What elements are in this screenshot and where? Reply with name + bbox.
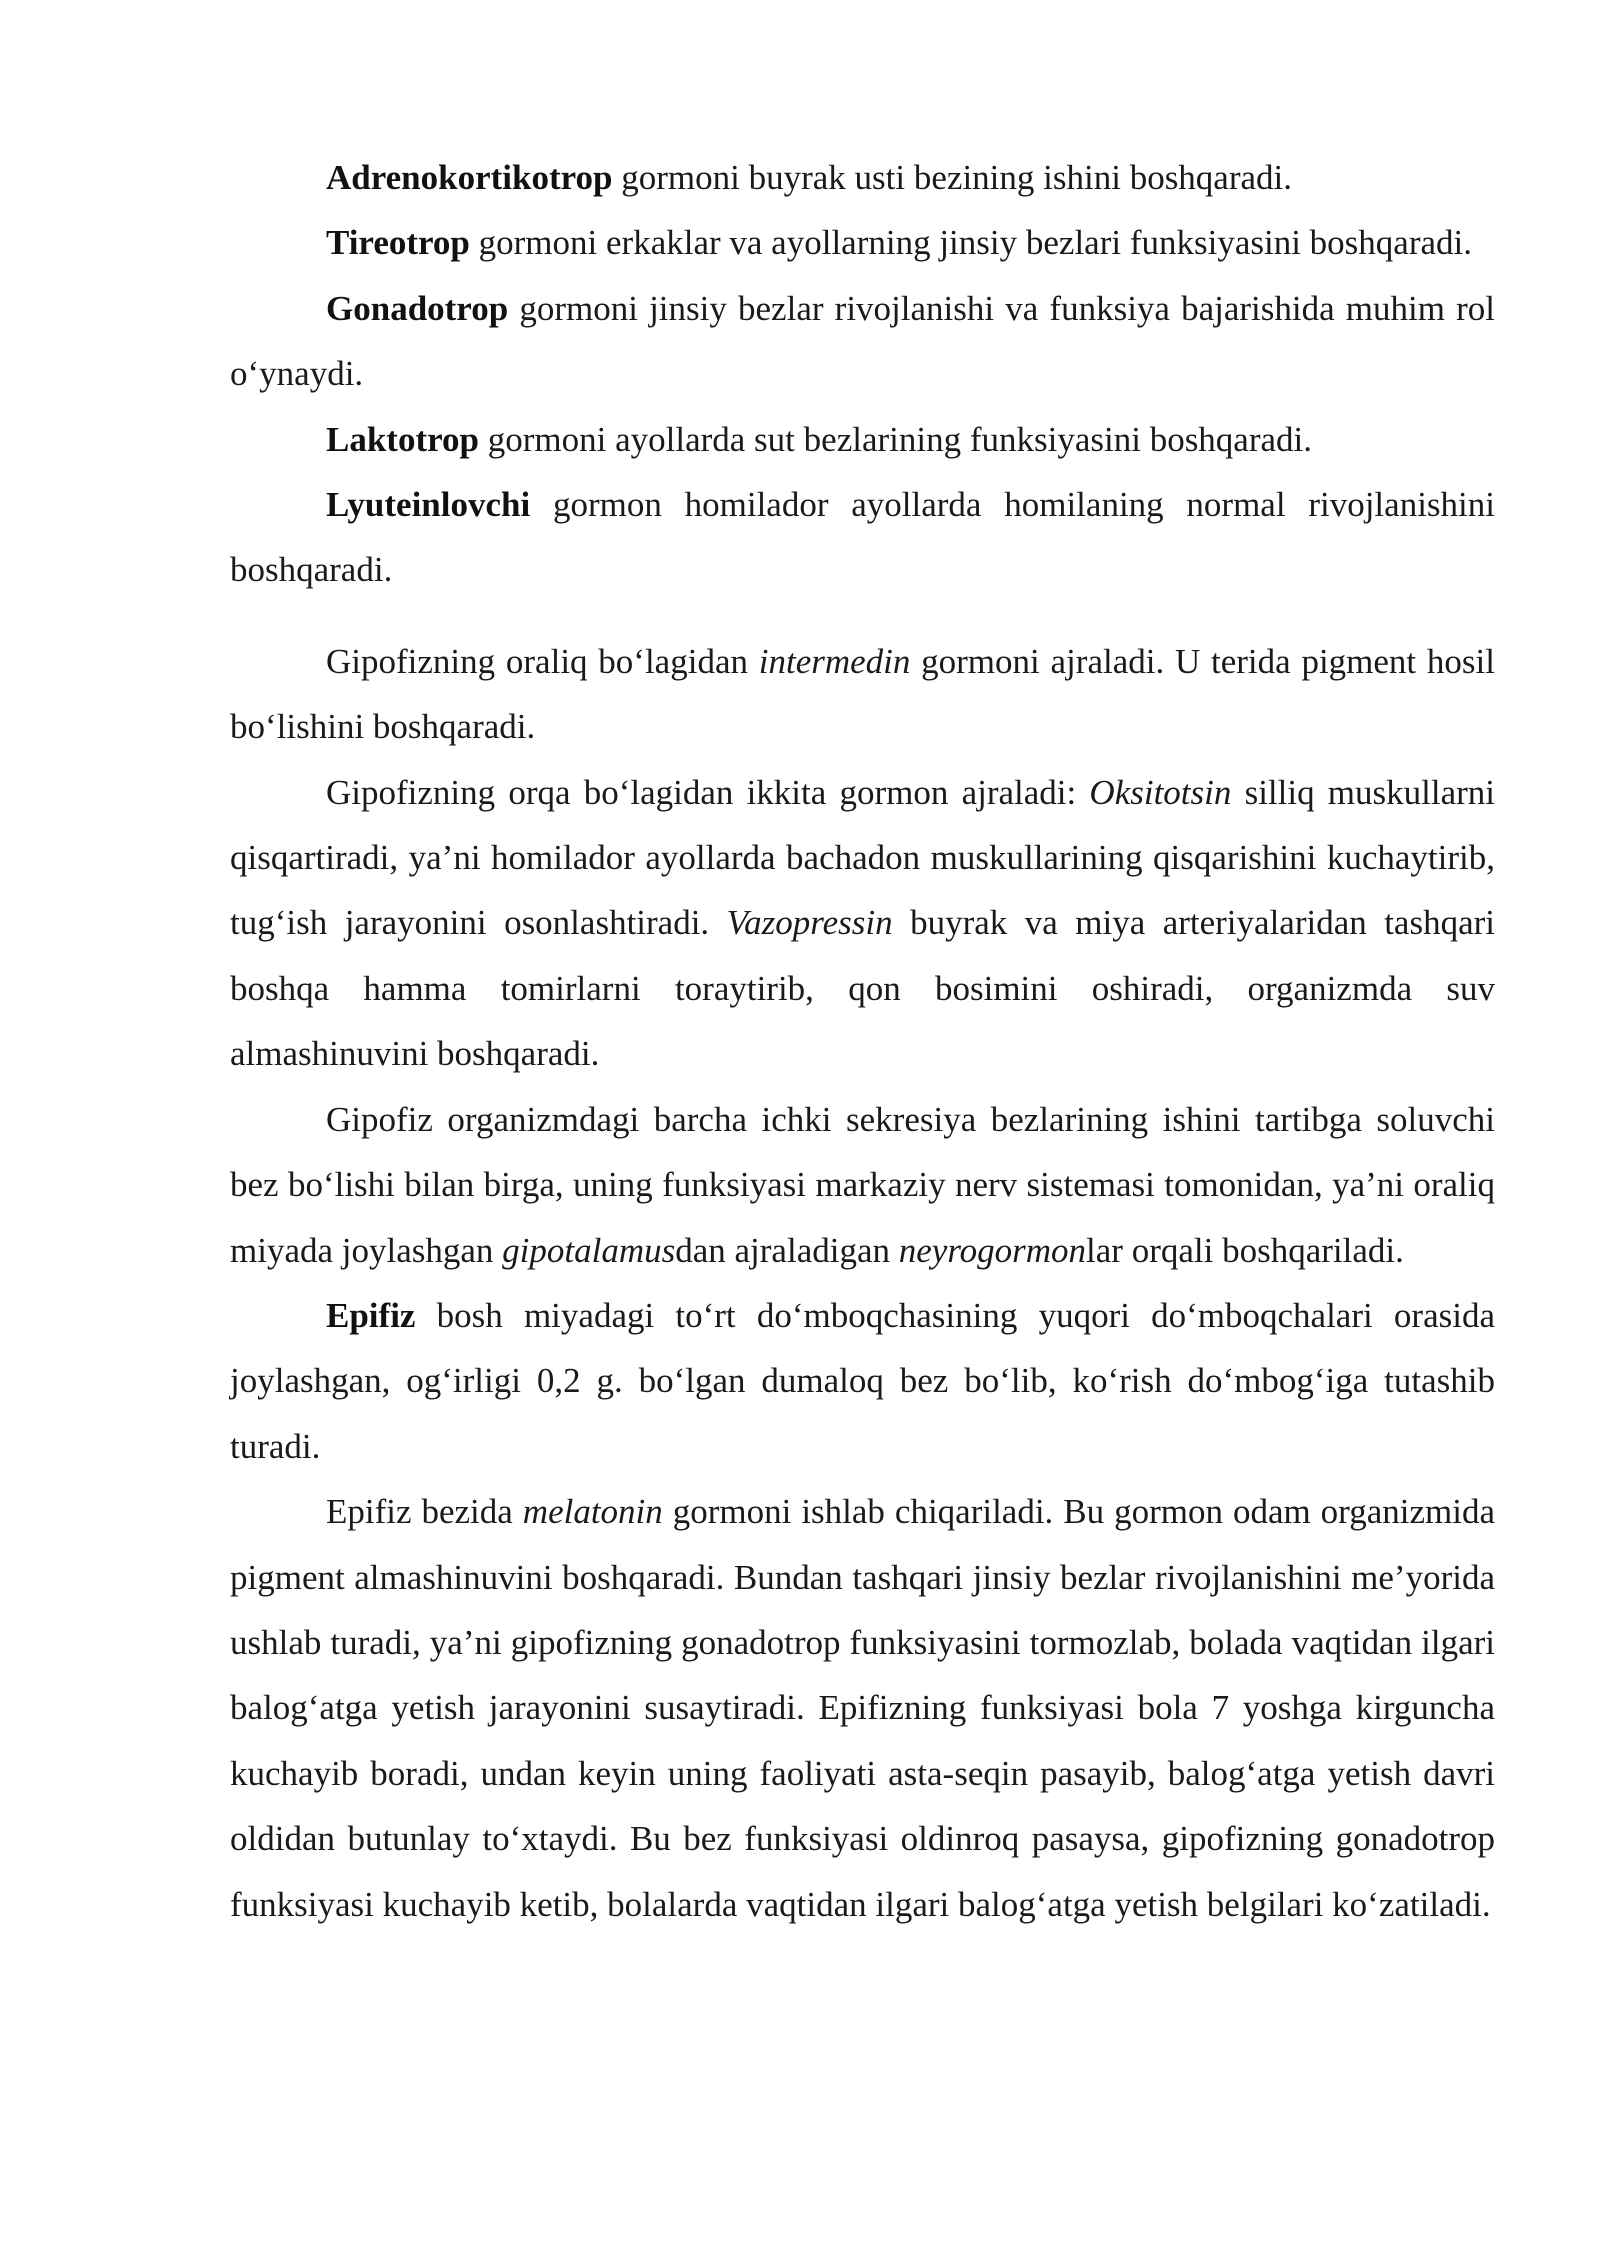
paragraph-text: gormoni ayollarda sut bezlarining funksiyasini boshqaradi. — [479, 419, 1313, 459]
document-page — [230, 145, 1495, 1937]
paragraph-text: gormoni erkaklar va ayollarning jinsiy bezlari funksiyasini boshqaradi. — [469, 223, 1473, 263]
term-bold: Lyuteinlovchi — [326, 485, 531, 525]
paragraph-text: Epifiz bezida — [326, 1492, 523, 1532]
term-italic: gipotalamus — [502, 1230, 676, 1270]
paragraph-text: Gipofizning orqa bo‘lagidan ikkita gormon ajraladi: — [326, 772, 1090, 812]
paragraph-tireotrop — [230, 210, 1495, 275]
term-bold: Epifiz — [326, 1295, 416, 1335]
paragraph-text: Gipofiz organizmdagi barcha ichki sekresiya bezlarining ishini tartibga soluvchi bez bo‘lishi bilan birga, uning funksiyasi markaziy nerv sistemasi tomonidan, ya’ni oraliq miyada joylashgan — [230, 1099, 1495, 1270]
paragraph-adrenokortikotrop — [230, 145, 1495, 210]
paragraph-text: dan ajraladigan — [675, 1230, 899, 1270]
term-italic: neyrogormon — [898, 1230, 1087, 1270]
paragraph-text: gormoni buyrak usti bezining ishini boshqaradi. — [612, 158, 1293, 197]
paragraph-text: gormoni ishlab chiqariladi. Bu gormon odam organizmida pigment almashinuvini boshqaradi. Bundan tashqari jinsiy bezlar rivojlanishini me’yorida ushlab turadi, ya’ni gipofizning gonadotrop funksiyasini tormozlab, bolada vaqtidan ilgari balog‘atga yetish jarayonini susaytiradi. Epifizning funksiyasi bola 7 yoshga kirguncha kuchayib boradi, undan keyin uning faoliyati asta-seqin pasayib, balog‘atga yetish davri oldidan butunlay to‘xtaydi. Bu bez funksiyasi oldinroq pasaysa, gipofizning gonadotrop funksiyasi kuchayib ketib, bolalarda vaqtidan ilgari balog‘atga yetish belgilari ko‘zatiladi. — [230, 1492, 1495, 1924]
paragraph-orqa-bolak — [230, 760, 1495, 1087]
term-italic: Vazopressin — [726, 903, 893, 943]
paragraph-text: silliq muskullarni qisqartiradi, ya’ni homilador ayollarda bachadon muskullarining qisqarishini kuchaytirib, tug‘ish jarayonini osonlashtiradi. — [230, 772, 1495, 943]
term-italic: melatonin — [522, 1492, 663, 1532]
paragraph-lyuteinlovchi — [230, 472, 1495, 603]
paragraph-text: gormoni jinsiy bezlar rivojlanishi va funksiya bajarishida muhim rol o‘ynaydi. — [230, 288, 1495, 394]
paragraph-melatonin — [230, 1479, 1495, 1937]
paragraph-text: bosh miyadagi to‘rt do‘mboqchasining yuqori do‘mboqchalari orasida joylashgan, og‘irligi 0,2 g. bo‘lgan dumaloq bez bo‘lib, ko‘rish do‘mbog‘iga tutashib turadi. — [230, 1295, 1495, 1466]
paragraph-epifiz — [230, 1283, 1495, 1479]
paragraph-intermedin — [230, 629, 1495, 760]
term-bold: Gonadotrop — [326, 288, 509, 328]
paragraph-text: gormoni ajraladi. U terida pigment hosil bo‘lishini boshqaradi. — [230, 641, 1495, 747]
paragraph-text: lar orqali boshqariladi. — [1086, 1230, 1404, 1270]
paragraph-text: buyrak va miya arteriyalaridan tashqari boshqa hamma tomirlarni toraytirib, qon bosimini oshiradi, organizmda suv almashinuvini boshqaradi. — [230, 903, 1495, 1074]
term-italic: intermedin — [758, 641, 911, 681]
term-bold: Adrenokortikotrop — [326, 158, 613, 197]
paragraph-text: Gipofizning oraliq bo‘lagidan — [326, 641, 759, 681]
paragraph-text: gormon homilador ayollarda homilaning normal rivojlanishini boshqaradi. — [230, 485, 1495, 590]
term-bold: Laktotrop — [326, 419, 479, 459]
term-bold: Tireotrop — [326, 223, 470, 263]
paragraph-laktotrop — [230, 407, 1495, 472]
paragraph-gonadotrop — [230, 276, 1495, 407]
paragraph-gipofiz — [230, 1087, 1495, 1283]
term-italic: Oksitotsin — [1089, 772, 1232, 812]
